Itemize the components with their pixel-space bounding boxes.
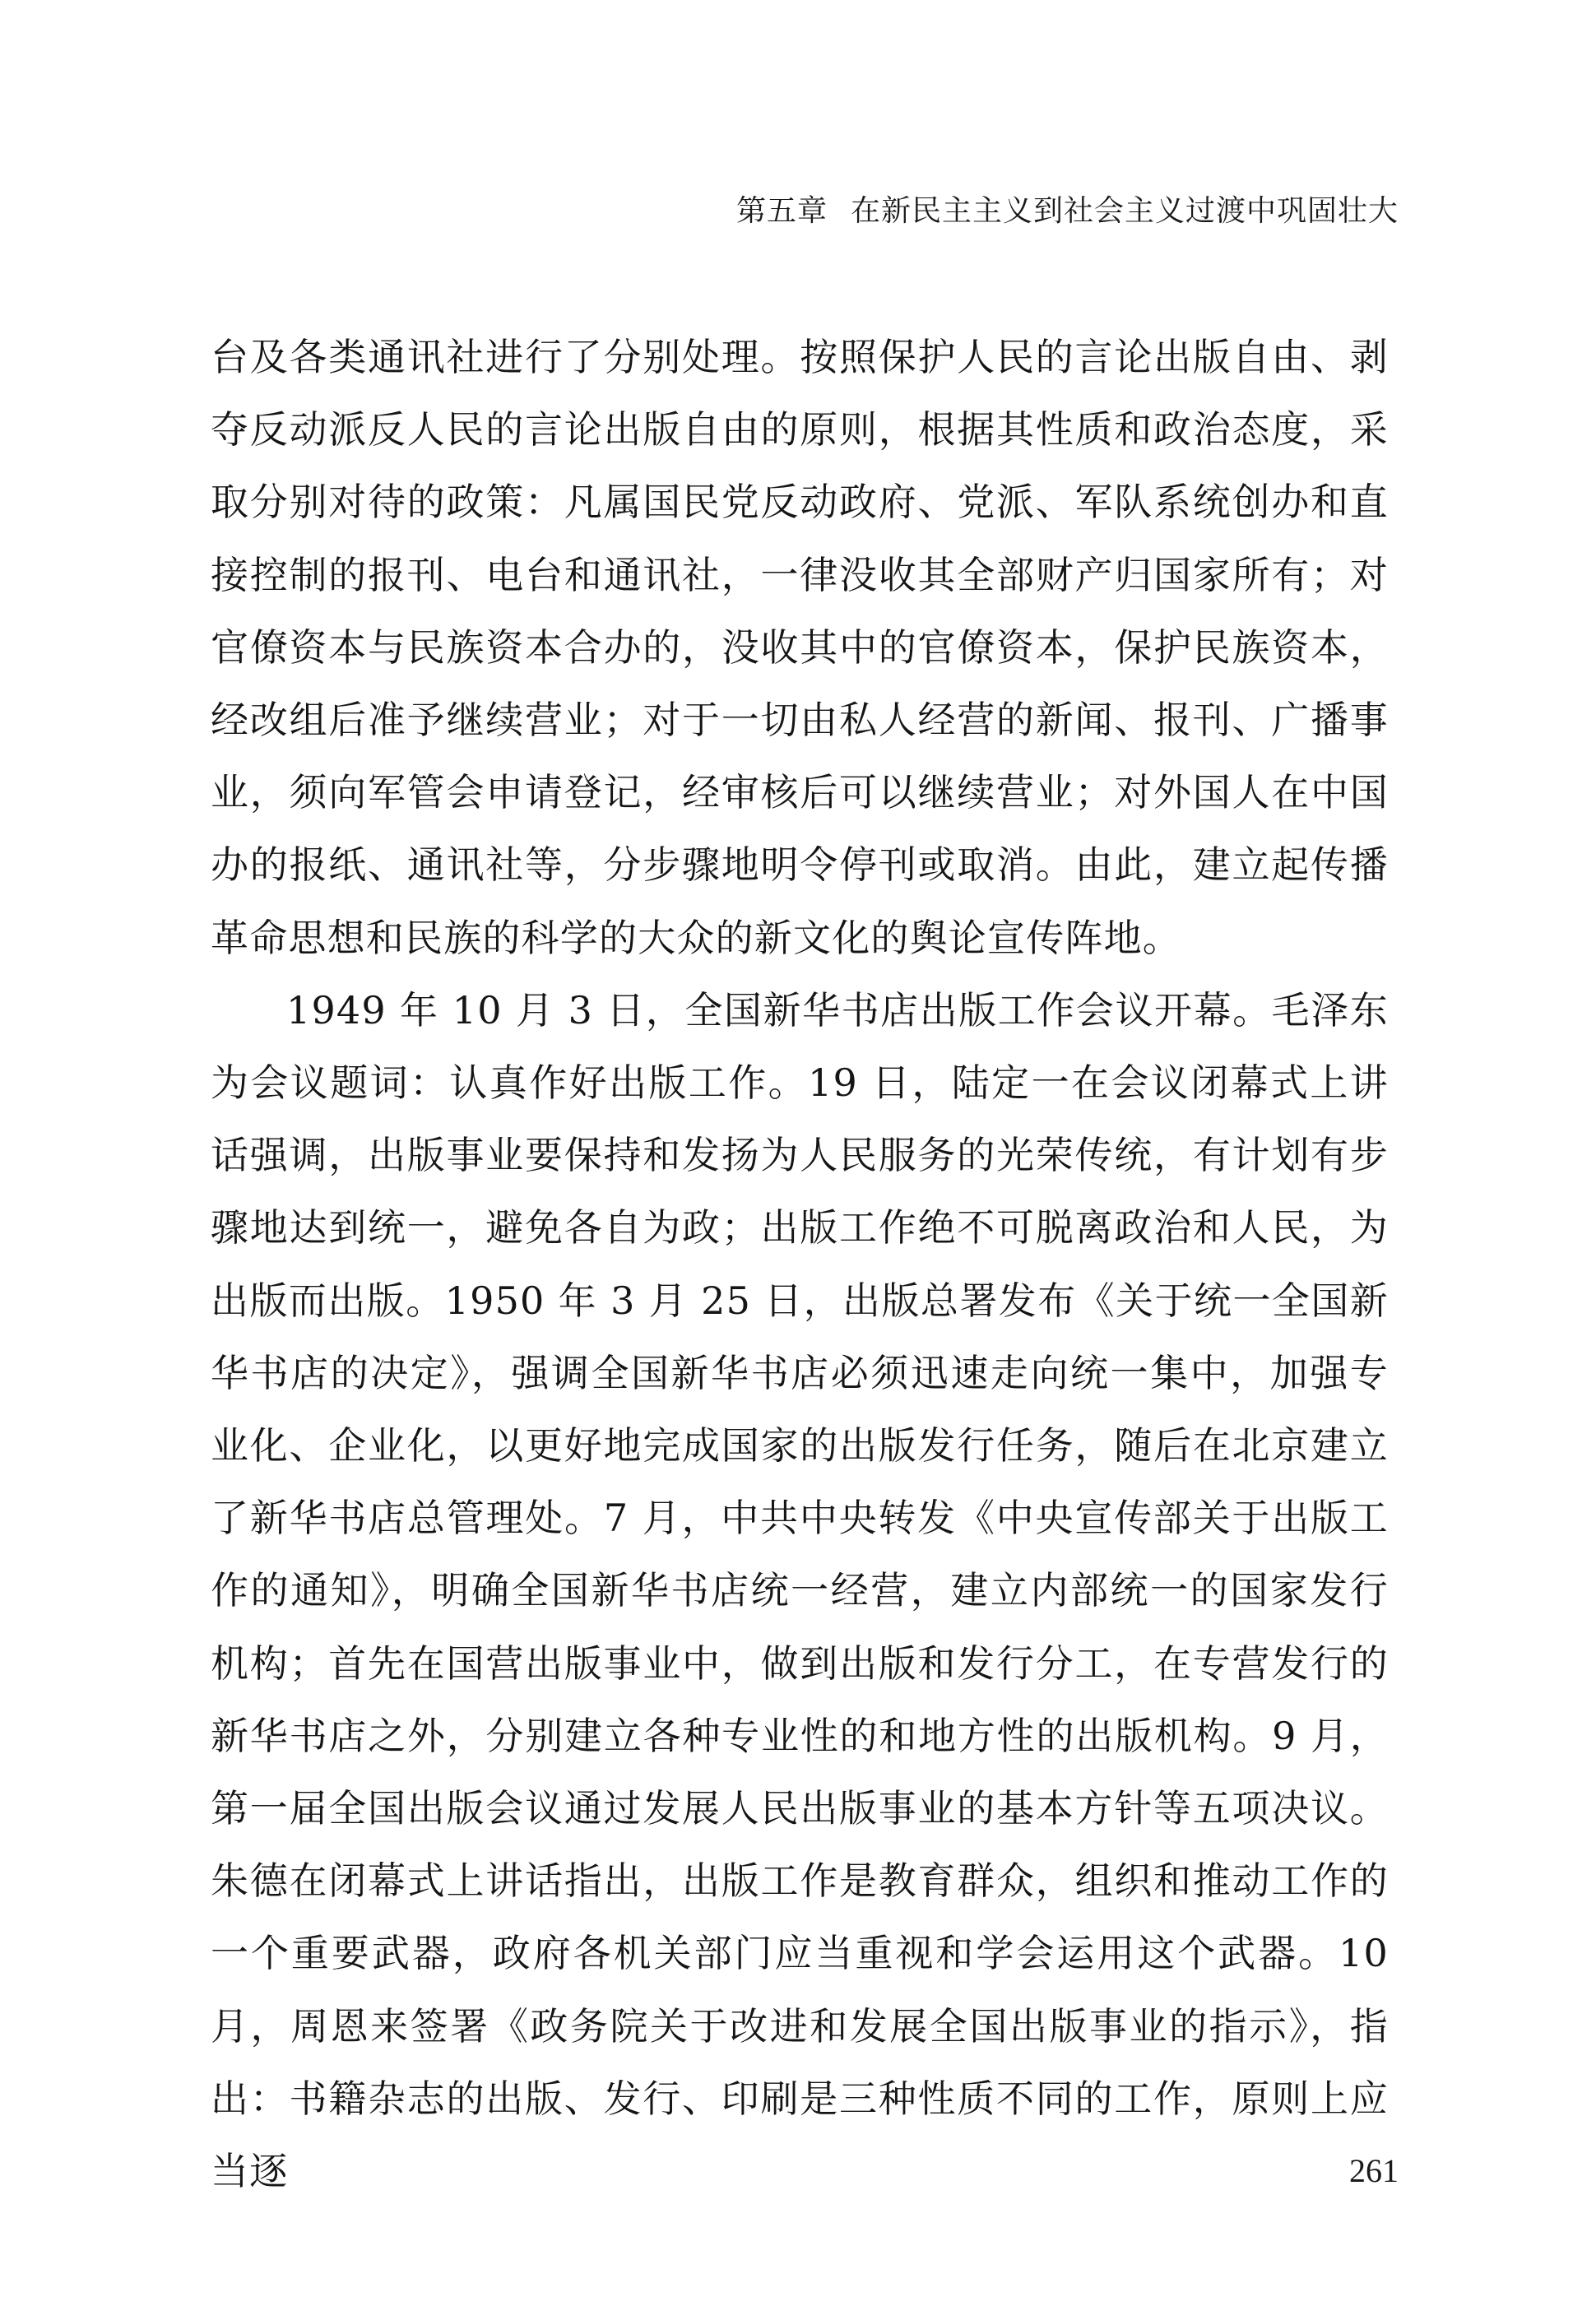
body-text (211, 321, 1389, 2207)
paragraph: 1949 年 10 月 3 日，全国新华书店出版工作会议开幕。毛泽东为会议题词：认真作好出版工作。19 日，陆定一在会议闭幕式上讲话强调，出版事业要保持和发扬为人民服务的光荣传统，有计划有步骤地达到统一，避免各自为政；出版工作绝不可脱离政治和人民，为出版而出版。1950 年 3 月 25 日，出版总署发布《关于统一全国新华书店的决定》，强调全国新华书店必须迅速走向统一集中，加强专业化、企业化，以更好地完成国家的出版发行任务，随后在北京建立了新华书店总管理处。7 月，中共中央转发《中央宣传部关于出版工作的通知》，明确全国新华书店统一经营，建立内部统一的国家发行机构；首先在国营出版事业中，做到出版和发行分工，在专营发行的新华书店之外，分别建立各种专业性的和地方性的出版机构。9 月，第一届全国出版会议通过发展人民出版事业的基本方针等五项决议。朱德在闭幕式上讲话指出，出版工作是教育群众，组织和推动工作的一个重要武器，政府各机关部门应当重视和学会运用这个武器。10 月，周恩来签署《政务院关于改进和发展全国出版事业的指示》，指出：书籍杂志的出版、发行、印刷是三种性质不同的工作，原则上应当逐 (211, 987, 1389, 2194)
chapter-number: 第五章 (735, 194, 828, 228)
paragraph-continued: 台及各类通讯社进行了分别处理。按照保护人民的言论出版自由、剥夺反动派反人民的言论出版自由的原则，根据其性质和政治态度，采取分别对待的政策：凡属国民党反动政府、党派、军队系统创办和直接控制的报刊、电台和通讯社，一律没收其全部财产归国家所有；对官僚资本与民族资本合办的，没收其中的官僚资本，保护民族资本，经改组后准予继续营业；对于一切由私人经营的新闻、报刊、广播事业，须向军管会申请登记，经审核后可以继续营业；对外国人在中国办的报纸、通讯社等，分步骤地明令停刊或取消。由此，建立起传播革命思想和民族的科学的大众的新文化的舆论宣传阵地。 (211, 335, 1389, 960)
chapter-title: 在新民主主义到社会主义过渡中巩固壮大 (850, 194, 1399, 228)
page-number: 261 (1349, 2152, 1399, 2189)
running-header (0, 187, 1399, 236)
